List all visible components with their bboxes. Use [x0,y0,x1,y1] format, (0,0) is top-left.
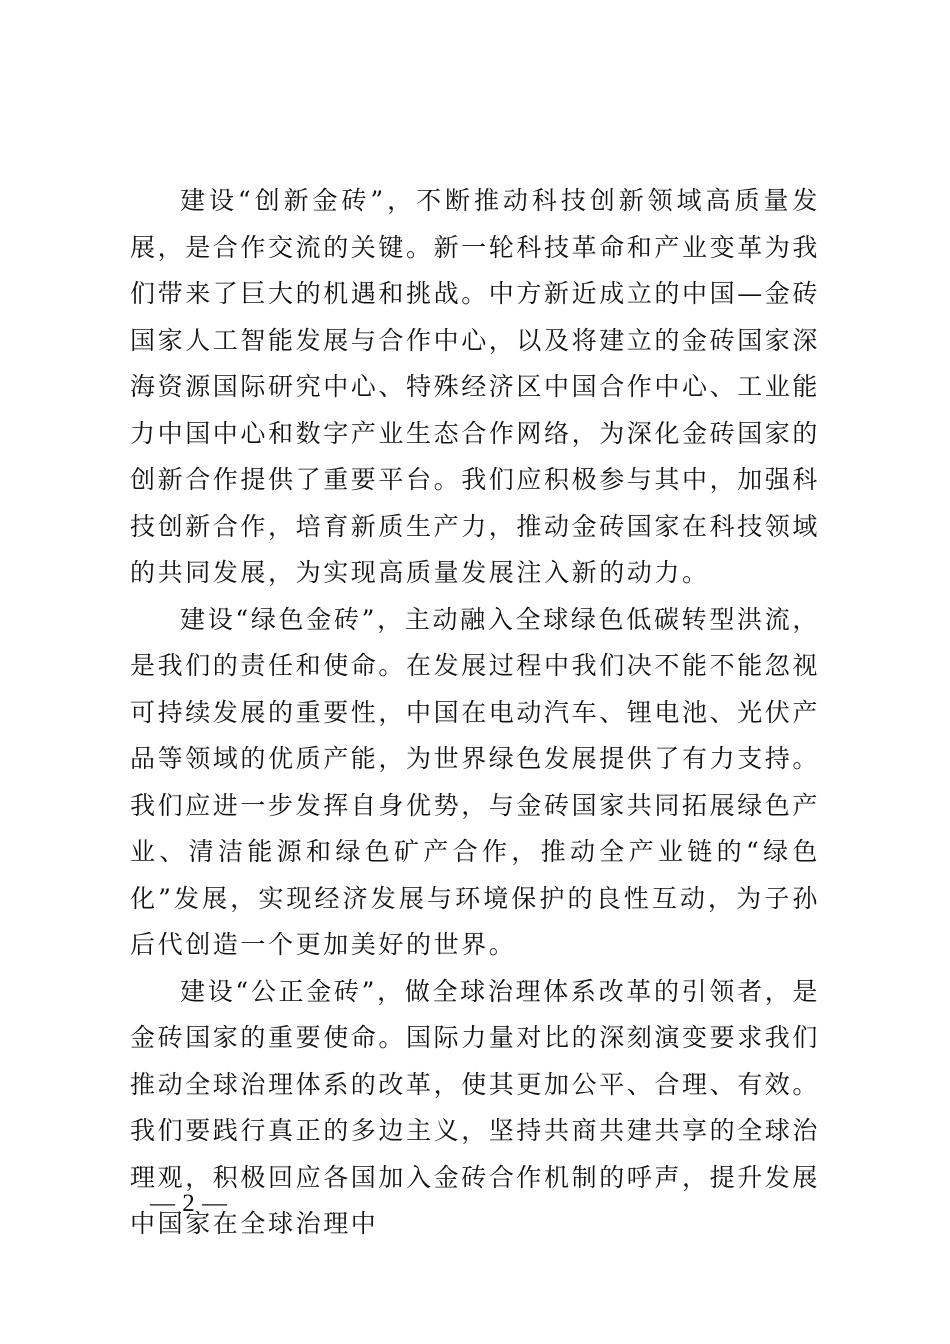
document-body [130,178,820,1248]
page-number: — 2 — [150,1190,228,1217]
paragraph-just-brics: 建设“公正金砖”，做全球治理体系改革的引领者，是金砖国家的重要使命。国际力量对比的深刻演变要求我们推动全球治理体系的改革，使其更加公平、合理、有效。我们要践行真正的多边主义，坚持共商共建共享的全球治理观，积极回应各国加入金砖合作机制的呼声，提升发展中国家在全球治理中 [130,976,821,1238]
paragraph-innovation-brics: 建设“创新金砖”，不断推动科技创新领域高质量发展，是合作交流的关键。新一轮科技革命和产业变革为我们带来了巨大的机遇和挑战。中方新近成立的中国—金砖国家人工智能发展与合作中心，以及将建立的金砖国家深海资源国际研究中心、特殊经济区中国合作中心、工业能力中国中心和数字产业生态合作网络，为深化金砖国家的创新合作提供了重要平台。我们应积极参与其中，加强科技创新合作，培育新质生产力，推动金砖国家在科技领域的共同发展，为实现高质量发展注入新的动力。 [130,186,821,587]
paragraph-green-brics: 建设“绿色金砖”，主动融入全球绿色低碳转型洪流，是我们的责任和使命。在发展过程中我们决不能不能忽视可持续发展的重要性，中国在电动汽车、锂电池、光伏产品等领域的优质产能，为世界绿色发展提供了有力支持。我们应进一步发挥自身优势，与金砖国家共同拓展绿色产业、清洁能源和绿色矿产合作，推动全产业链的“绿色化”发展，实现经济发展与环境保护的良性互动，为子孙后代创造一个更加美好的世界。 [130,604,821,959]
